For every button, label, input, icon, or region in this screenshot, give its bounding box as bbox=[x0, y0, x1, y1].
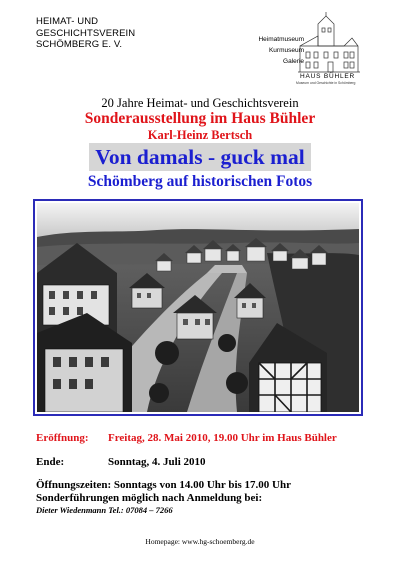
exhibition-title-wrap bbox=[0, 143, 400, 171]
anniversary-line: 20 Jahre Heimat- und Geschichtsverein bbox=[101, 96, 299, 110]
homepage-url: Homepage: www.hg-schoemberg.de bbox=[145, 537, 255, 546]
opening-hours: Öffnungszeiten: Sonntags von 14.00 Uhr bis 17.00 Uhr bbox=[36, 479, 291, 491]
house-subtitle: Museum und Geschichte in Schömberg bbox=[296, 81, 356, 85]
historic-town-photo bbox=[37, 203, 359, 412]
organization-name bbox=[36, 16, 135, 51]
organization-line-1: HEIMAT- UND bbox=[36, 16, 99, 27]
museum-names bbox=[244, 34, 304, 67]
contact-info: Dieter Wiedenmann Tel.: 07084 – 7266 bbox=[36, 505, 173, 515]
exhibition-heading: Sonderausstellung im Haus Bühler bbox=[84, 110, 316, 127]
end-value: Sonntag, 4. Juli 2010 bbox=[108, 456, 206, 468]
museum-line-2: Kurmuseum bbox=[268, 47, 304, 54]
organization-line-2: GESCHICHTSVEREIN bbox=[36, 27, 136, 39]
special-tours: Sonderführungen möglich nach Anmeldung bei: bbox=[36, 492, 263, 504]
end-label: Ende: bbox=[36, 456, 65, 468]
museum-line-3: Galerie bbox=[283, 58, 304, 65]
exhibition-title: Von damals - guck mal bbox=[89, 143, 310, 171]
opening-value: Freitag, 28. Mai 2010, 19.00 Uhr im Haus Bühler bbox=[108, 432, 337, 444]
historic-town-photo-illustration bbox=[37, 203, 359, 412]
house-name-label: HAUS BÜHLER bbox=[300, 73, 356, 80]
artist-name: Karl-Heinz Bertsch bbox=[147, 128, 253, 142]
historic-photo-frame bbox=[33, 199, 363, 416]
exhibition-subtitle: Schömberg auf historischen Fotos bbox=[87, 173, 313, 190]
museum-line-1: Heimatmuseum bbox=[258, 36, 304, 43]
organization-line-3: SCHÖMBERG E. V. bbox=[36, 39, 123, 50]
opening-label: Eröffnung: bbox=[36, 432, 89, 444]
